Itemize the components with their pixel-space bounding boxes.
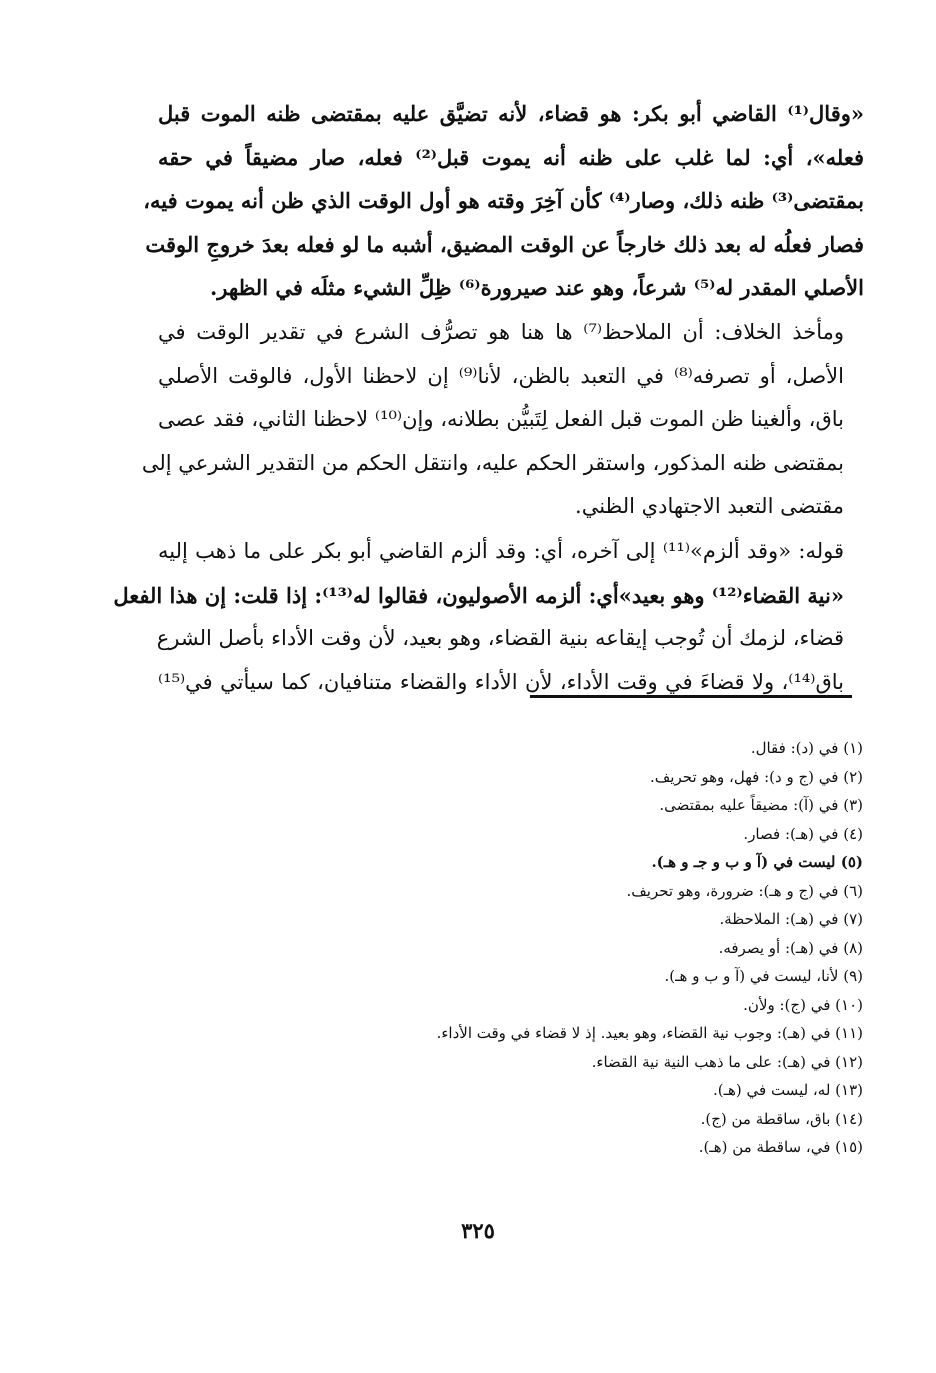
- text-line: فعله»، أي: لما غلب على ظنه أنه يموت قبل⁽²⁾ فعله، صار مضيقاً في حقه: [158, 144, 865, 170]
- text-line: قضاء، لزمك أن تُوجب إيقاعه بنية القضاء، وهو بعيد، لأن وقت الأداء بأصل الشرع: [156, 626, 844, 651]
- text-line: باق⁽¹⁴⁾، ولا قضاءَ في وقت الأداء، لأن الأداء والقضاء متنافيان، كما سيأتي في⁽¹⁵⁾: [158, 669, 844, 694]
- page-number: ٣٢٥: [461, 1218, 495, 1243]
- footnote: (١٠) في (ج): ولأن.: [743, 995, 863, 1014]
- text-line: الأصل، أو تصرفه⁽⁸⁾ في التعبد بالظن، لأنا⁽⁹⁾ إن لاحظنا الأول، فالوقت الأصلي: [158, 363, 844, 388]
- text-line: قوله: «وقد ألزم»⁽¹¹⁾ إلى آخره، أي: وقد ألزم القاضي أبو بكر على ما ذهب إليه: [158, 538, 844, 563]
- paragraph-2: [141, 311, 864, 529]
- footnote: (٩) لأنا، ليست في (آ و ب و هـ).: [664, 967, 863, 985]
- footnote: (١٥) في، ساقطة من (هـ).: [698, 1138, 863, 1156]
- footnote: (٤) في (هـ): فصار.: [743, 824, 863, 843]
- text-line: ومأخذ الخلاف: أن الملاحظ⁽⁷⁾ ها هنا هو تصرُّف الشرع في تقدير الوقت في: [158, 319, 844, 344]
- footnote: (٢) في (ج و د): فهل، وهو تحريف.: [650, 767, 863, 786]
- footnote: (١٤) باق، ساقطة من (ج).: [700, 1109, 863, 1128]
- footnote: (٦) في (ج و هـ): ضرورة، وهو تحريف.: [626, 881, 863, 900]
- text-line: بمقتضى ظنه المذكور، واستقر الحكم عليه، وانتقل الحكم من التقدير الشرعي إلى: [141, 450, 844, 475]
- text-line: «وقال⁽¹⁾ القاضي أبو بكر: هو قضاء، لأنه تضيَّق عليه بمقتضى ظنه الموت قبل: [158, 101, 864, 126]
- main-text: [113, 92, 865, 704]
- footnote: (١٢) في (هـ): على ما ذهب النية نية القضاء.: [591, 1052, 863, 1071]
- footnote: (١١) في (هـ): وجوب نية القضاء، وهو بعيد. إذ لا قضاء في وقت الأداء.: [436, 1024, 863, 1042]
- text-line: «نية القضاء⁽¹²⁾ وهو بعيد»أي: ألزمه الأصوليون، فقالوا له⁽¹³⁾: إذا قلت: إن هذا الفعل: [113, 582, 844, 608]
- text-line: مقتضى التعبد الاجتهادي الظني.: [575, 494, 844, 519]
- footnote: (١) في (د): فقال.: [750, 739, 863, 757]
- text-line: الأصلي المقدر له⁽⁵⁾ شرعاً، وهو عند صيرورة⁽⁶⁾ ظِلِّ الشيء مثلَه في الظهر.: [210, 275, 864, 301]
- footnote-separator: [530, 695, 852, 698]
- paragraph-3: [113, 530, 864, 704]
- footnote: (٧) في (هـ): الملاحظة.: [719, 910, 863, 928]
- footnotes: [300, 734, 863, 1162]
- footnote: (٣) في (آ): مضيقاً عليه بمقتضى.: [659, 796, 863, 814]
- text-line: فصار فعلُه له بعد ذلك خارجاً عن الوقت المضيق، أشبه ما لو فعله بعدَ خروجِ الوقت: [145, 231, 864, 257]
- text-line: باق، وألغينا ظن الموت قبل الفعل لِتَبيُّن بطلانه، وإن⁽¹⁰⁾ لاحظنا الثاني، فقد عصى: [158, 407, 844, 432]
- paragraph-1: [143, 92, 865, 310]
- footnote: (٥) ليست في (آ و ب و جـ و هـ).: [651, 853, 863, 871]
- footnote: (٨) في (هـ): أو يصرفه.: [718, 938, 863, 957]
- text-line: بمقتضى⁽³⁾ ظنه ذلك، وصار⁽⁴⁾ كأن آخِرَ وقته هو أول الوقت الذي ظن أنه يموت فيه،: [143, 188, 864, 214]
- footnote: (١٣) له، ليست في (هـ).: [712, 1081, 863, 1099]
